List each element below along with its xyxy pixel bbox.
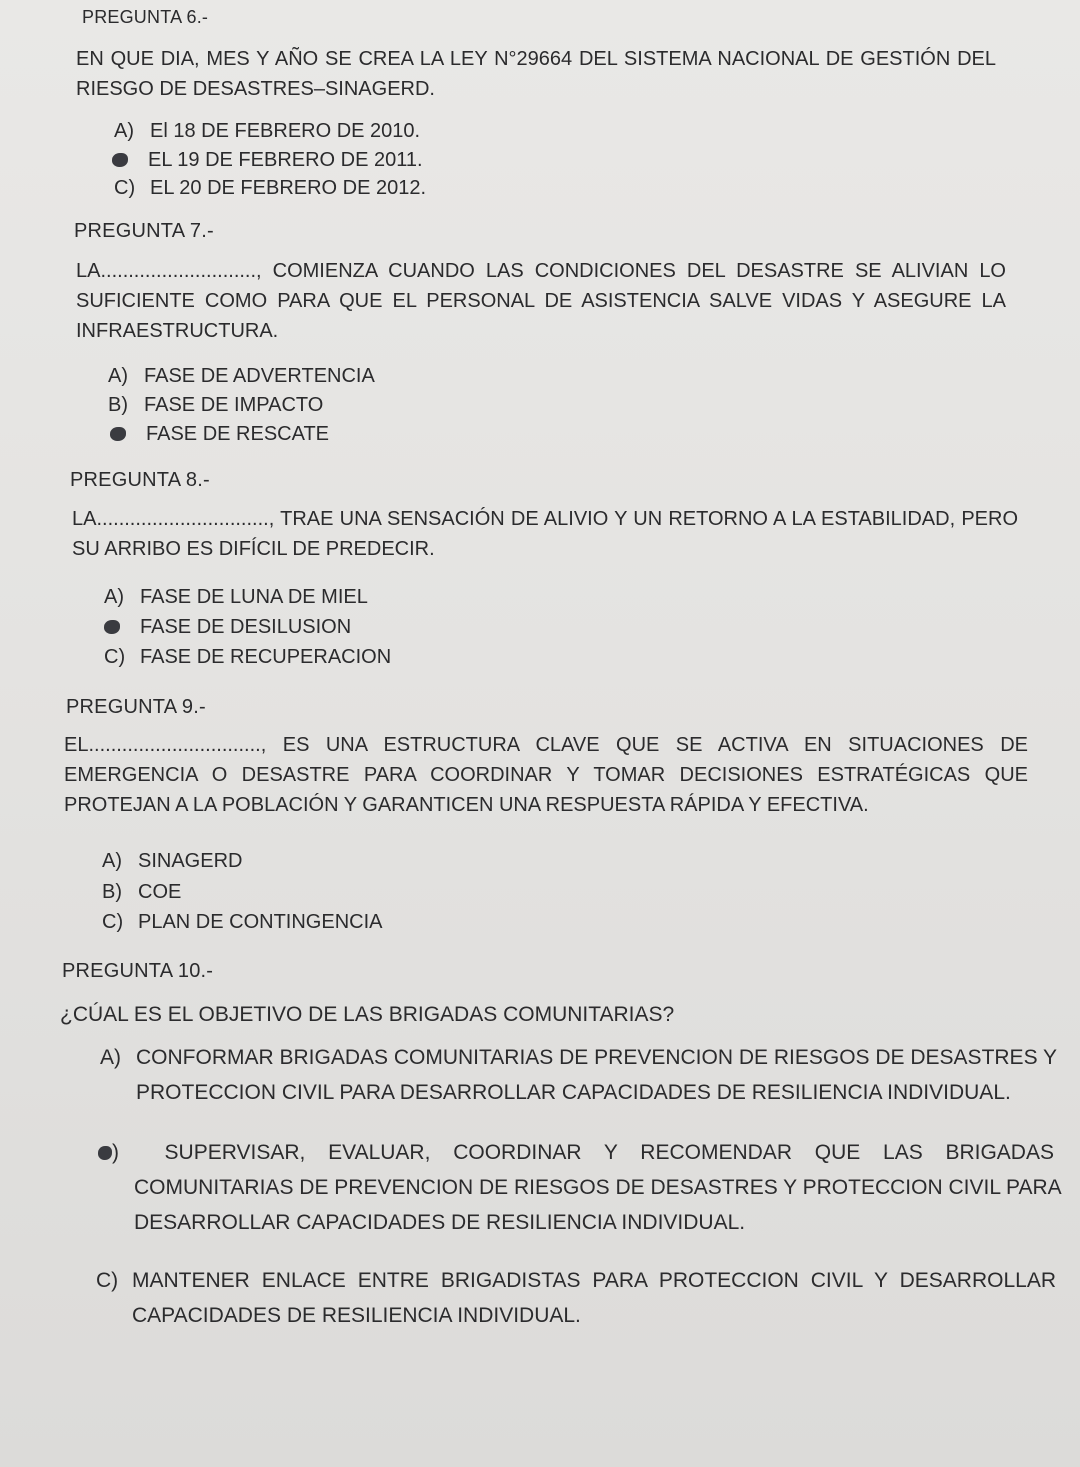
q7-option-b-letter: B) xyxy=(108,394,128,416)
q8-stem-line1: LA..............................., TRAE UNA SENSACIÓN DE ALIVIO Y UN RETORNO A LA ESTABILIDAD, PERO xyxy=(72,508,1018,530)
q9-stem-line3: PROTEJAN A LA POBLACIÓN Y GARANTICEN UNA RESPUESTA RÁPIDA Y EFECTIVA. xyxy=(64,794,869,816)
q6-option-a xyxy=(114,116,420,146)
q10-option-b-line1: ) SUPERVISAR, EVALUAR, COORDINAR Y RECOMENDAR QUE LAS BRIGADAS xyxy=(98,1135,1054,1170)
q10-option-b-line2: COMUNITARIAS DE PREVENCION DE RIESGOS DE DESASTRES Y PROTECCION CIVIL PARA xyxy=(134,1176,1062,1199)
q9-option-c-letter: C) xyxy=(102,911,124,933)
q6-option-a-text: El 18 DE FEBRERO DE 2010. xyxy=(150,120,421,142)
q9-title: PREGUNTA 9.- xyxy=(66,696,206,718)
q8-option-c-text: FASE DE RECUPERACION xyxy=(140,646,392,668)
q6-stem xyxy=(76,44,996,104)
q8-title: PREGUNTA 8.- xyxy=(70,469,210,491)
q7-option-c xyxy=(110,419,329,449)
q9-option-a-letter: A) xyxy=(102,850,122,872)
q9-option-b xyxy=(102,877,181,907)
q7-option-a xyxy=(108,361,375,391)
q10-option-c xyxy=(96,1263,1056,1333)
q6-option-c-text: EL 20 DE FEBRERO DE 2012. xyxy=(150,177,427,199)
q6-stem-line2: RIESGO DE DESASTRES–SINAGERD. xyxy=(76,78,435,100)
q6-option-c-letter: C) xyxy=(114,177,136,199)
answer-mark-icon xyxy=(104,620,120,634)
q7-option-a-text: FASE DE ADVERTENCIA xyxy=(144,365,375,387)
q7-title: PREGUNTA 7.- xyxy=(74,220,214,242)
q10-option-c-line1: C) MANTENER ENLACE ENTRE BRIGADISTAS PARA PROTECCION CIVIL Y DESARROLLAR xyxy=(96,1263,1056,1298)
q10-option-a xyxy=(100,1040,1058,1110)
q6-stem-line1: EN QUE DIA, MES Y AÑO SE CREA LA LEY N°29664 DEL SISTEMA NACIONAL DE GESTIÓN DEL xyxy=(76,48,996,70)
q6-option-c xyxy=(114,173,426,203)
q7-stem-line3: INFRAESTRUCTURA. xyxy=(76,320,279,342)
q6-title: PREGUNTA 6.- xyxy=(82,7,209,27)
q7-option-c-text: FASE DE RESCATE xyxy=(146,423,330,445)
q7-stem-line1: LA............................, COMIENZA CUANDO LAS CONDICIONES DEL DESASTRE SE ALIVIAN LO xyxy=(76,260,1006,282)
q8-option-a-text: FASE DE LUNA DE MIEL xyxy=(140,586,368,608)
q10-option-b xyxy=(98,1135,1062,1240)
answer-mark-icon xyxy=(98,1146,112,1160)
q10-stem-line: ¿CÚAL ES EL OBJETIVO DE LAS BRIGADAS COMUNITARIAS? xyxy=(60,1003,675,1026)
q9-stem xyxy=(64,730,1028,820)
q6-option-b xyxy=(112,145,423,175)
q9-option-a-text: SINAGERD xyxy=(138,850,243,872)
answer-mark-icon xyxy=(110,427,126,441)
q9-option-c xyxy=(102,907,382,937)
q10-option-a-line2: PROTECCION CIVIL PARA DESARROLLAR CAPACIDADES DE RESILIENCIA INDIVIDUAL. xyxy=(136,1081,1011,1104)
q8-option-b-text: FASE DE DESILUSION xyxy=(140,616,352,638)
q6-option-a-letter: A) xyxy=(114,120,134,142)
q10-option-a-line1: A) CONFORMAR BRIGADAS COMUNITARIAS DE PREVENCION DE RIESGOS DE DESASTRES Y xyxy=(100,1040,1052,1075)
q8-option-a xyxy=(104,582,368,612)
answer-mark-icon xyxy=(112,153,128,167)
q8-option-c xyxy=(104,642,391,672)
q9-option-b-text: COE xyxy=(138,881,182,903)
q7-stem xyxy=(76,256,1006,346)
q9-option-b-letter: B) xyxy=(102,881,122,903)
q7-option-b-text: FASE DE IMPACTO xyxy=(144,394,324,416)
q10-option-a-letter: A) xyxy=(100,1046,121,1069)
q8-option-a-letter: A) xyxy=(104,586,124,608)
q9-option-c-text: PLAN DE CONTINGENCIA xyxy=(138,911,383,933)
q10-title: PREGUNTA 10.- xyxy=(62,960,214,982)
q8-stem-line2: SU ARRIBO ES DIFÍCIL DE PREDECIR. xyxy=(72,538,435,560)
q9-stem-line2: EMERGENCIA O DESASTRE PARA COORDINAR Y TOMAR DECISIONES ESTRATÉGICAS QUE xyxy=(64,764,1028,786)
q7-option-a-letter: A) xyxy=(108,365,128,387)
q8-option-c-letter: C) xyxy=(104,646,126,668)
q10-stem xyxy=(60,1000,760,1030)
q8-option-b xyxy=(104,612,351,642)
q10-option-b-line3: DESARROLLAR CAPACIDADES DE RESILIENCIA INDIVIDUAL. xyxy=(134,1211,746,1234)
q6-option-b-text: EL 19 DE FEBRERO DE 2011. xyxy=(148,149,423,171)
q7-stem-line2: SUFICIENTE COMO PARA QUE EL PERSONAL DE ASISTENCIA SALVE VIDAS Y ASEGURE LA xyxy=(76,290,1006,312)
q8-stem xyxy=(72,504,1018,564)
q9-option-a xyxy=(102,846,242,876)
q9-stem-line1: EL..............................., ES UNA ESTRUCTURA CLAVE QUE SE ACTIVA EN SITUACIONES DE xyxy=(64,734,1028,756)
q7-option-b xyxy=(108,390,323,420)
q10-option-c-line2: CAPACIDADES DE RESILIENCIA INDIVIDUAL. xyxy=(132,1304,581,1327)
q10-option-c-letter: C) xyxy=(96,1269,119,1292)
